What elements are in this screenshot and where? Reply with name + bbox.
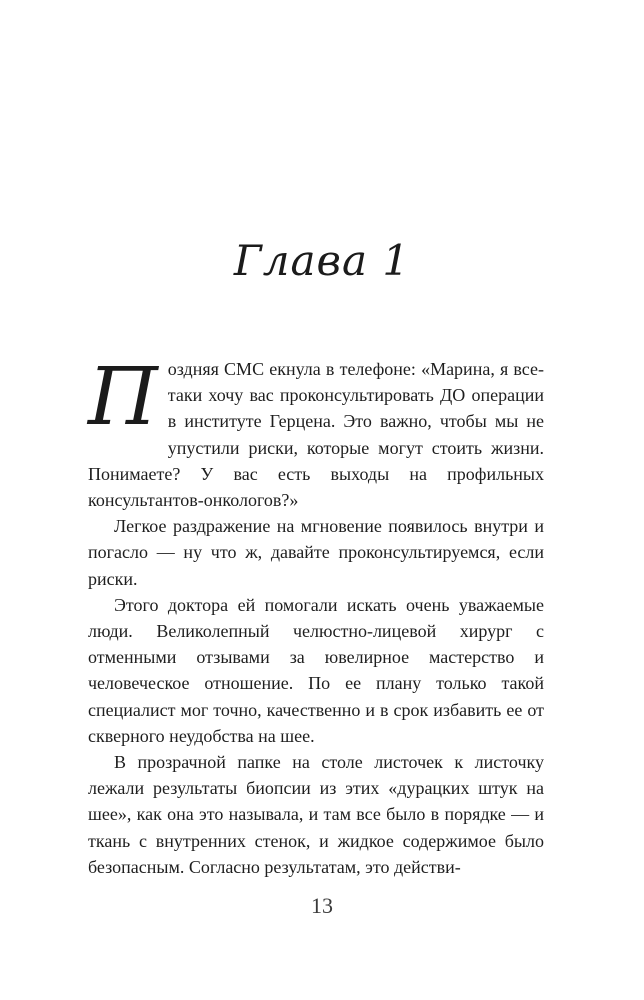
drop-cap: П — [88, 350, 158, 443]
paragraph-1 — [88, 350, 544, 513]
body-text — [88, 350, 544, 880]
paragraph-1-text: оздняя СМС екнула в телефоне: «Марина, я все-таки хочу вас проконсультировать ДО операции в институте Герцена. Это важно, чтобы мы не упустили риски, которые могут стоить жизни. Понимаете? У вас есть выходы на профильных консультантов-онкологов?» — [88, 359, 544, 511]
page-number: 13 — [311, 893, 333, 918]
chapter-title: Глава 1 — [233, 236, 411, 285]
paragraph-2: Легкое раздражение на мгновение появилось внутри и погасло — ну что ж, давайте проконсультируемся, если риски. — [88, 516, 544, 589]
paragraph-4: В прозрачной папке на столе листочек к листочку лежали результаты биопсии из этих «дурацких штук на шее», как она это называла, и там все было в порядке — и ткань с внутренних стенок, и жидкое содержимое было безопасным. Согласно результатам, это действи- — [88, 752, 544, 877]
paragraph-3: Этого доктора ей помогали искать очень уважаемые люди. Великолепный челюстно-лицевой хирург с отменными отзывами за ювелирное мастерство и человеческое отношение. По ее плану только такой специалист мог точно, качественно и в срок избавить ее от скверного неудобства на шее. — [88, 594, 544, 746]
